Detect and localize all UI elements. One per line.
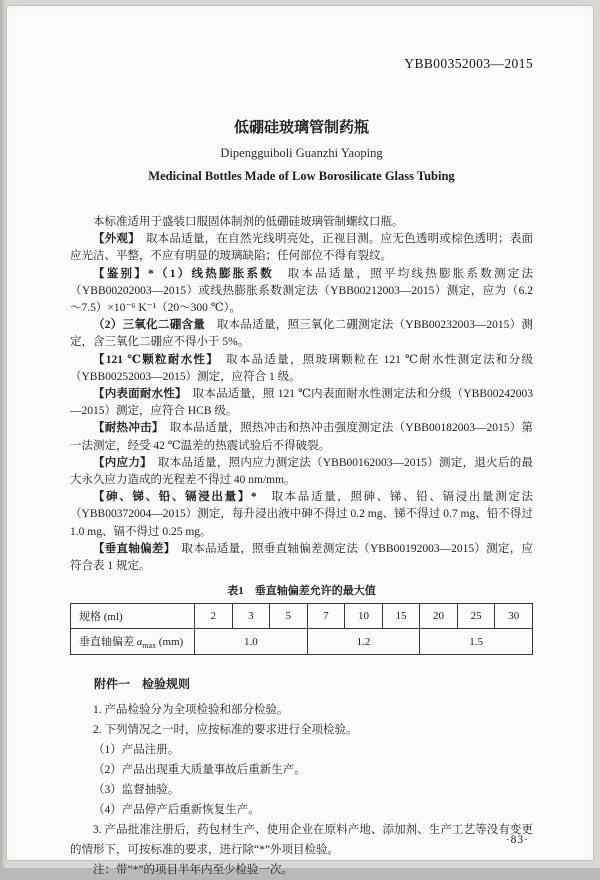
spec-value-cell: 3 — [232, 604, 270, 629]
body-paragraphs — [70, 214, 533, 575]
paragraph-label: 【121 ℃颗粒耐水性】 — [93, 353, 214, 366]
paragraph-label: 【内应力】 — [93, 456, 147, 469]
appendix-item: 注：带“*”的项目半年内至少检验一次。 — [93, 864, 293, 877]
paragraph-text: 取本品适量，照垂直轴偏差测定法（YBB00192003—2015）测定，应符合表 1 规定。 — [70, 542, 533, 573]
title-pinyin: Dipengguiboli Guanzhi Yaoping — [220, 146, 383, 160]
paragraph-label: 【鉴别】*（1）线热膨胀系数 — [93, 267, 274, 280]
deviation-subscript: max — [142, 641, 157, 651]
paragraph-text: 取本品适量，照热冲击和热冲击强度测定法（YBB00182003—2015）第一法测定，经受 42 ℃温差的热震试验后不得破裂。 — [70, 422, 533, 452]
appendix-item: 3. 产品批准注册后，药包材生产、使用企业在原料产地、添加剂、生产工艺等没有变更的情形下，可按标准的要求，进行除“*”外项目检验。 — [70, 824, 533, 857]
deviation-label-cell — [71, 629, 195, 655]
paragraph-text: 取本品适量，照平均线热膨胀系数测定法（YBB00202003—2015）或线热膨胀系数测定法（YBB00212003—2015）测定，应为（6.2～7.5）×10⁻⁶ K⁻¹（20～300 ℃）。 — [70, 267, 533, 315]
paragraph-text: 取本品适量，在自然光线明亮处，正视目测。应无色透明或棕色透明；表面应光洁、平整，不应有明显的玻璃缺陷；任何部位不得有裂纹。 — [70, 233, 534, 263]
spec-value-cell: 15 — [382, 604, 420, 629]
appendix-heading: 附件一 检验规则 — [94, 677, 191, 692]
table-header-row — [71, 604, 533, 629]
deviation-unit: (mm) — [156, 636, 184, 649]
table-value-row — [71, 629, 533, 655]
appendix-items — [70, 700, 533, 880]
paragraph — [70, 420, 533, 454]
appendix-item: （3）监督抽验。 — [93, 784, 180, 797]
paragraph-text: 取本品适量，照 121 ℃内表面耐水性测定法和分级（YBB00242003—2015）测定，应符合 HCB 级。 — [70, 388, 533, 418]
document-page — [6, 5, 594, 877]
paragraph — [70, 266, 533, 318]
paragraph-label: （2）三氧化二硼含量 — [93, 319, 206, 332]
deviation-variable: a — [136, 636, 143, 649]
appendix-item: （4）产品停产后重新恢复生产。 — [93, 804, 260, 817]
spec-label-cell: 规格 (ml) — [71, 604, 195, 629]
appendix-item: （1）产品注册。 — [93, 744, 180, 757]
title-chinese: 低硼硅玻璃管制药瓶 — [233, 120, 369, 136]
spec-value-cell: 20 — [420, 604, 458, 629]
deviation-table — [70, 603, 533, 655]
table-caption: 表1 垂直轴偏差允许的最大值 — [227, 585, 376, 598]
page-number: ·83· — [505, 834, 529, 846]
paragraph-label: 【垂直轴偏差】 — [93, 542, 170, 555]
paragraph-label: 【内表面耐水性】 — [93, 388, 181, 401]
deviation-value-cell: 1.0 — [195, 629, 308, 655]
appendix-item: 2. 下列情况之一时，应按标准的要求进行全项检验。 — [93, 724, 358, 737]
paragraph — [70, 541, 533, 575]
paragraph-text: 取本品适量，照内应力测定法（YBB00162003—2015）测定，退火后的最大永久应力造成的光程差不得过 40 nm/mm。 — [70, 456, 533, 487]
paragraph — [70, 352, 533, 386]
paragraph-text: 取本品适量，照砷、锑、铅、镉浸出量测定法（YBB00372004—2015）测定，每升浸出液中砷不得过 0.2 mg、锑不得过 0.7 mg、铅不得过 1.0 mg、镉不得过 0.25 mg。 — [70, 491, 534, 538]
paragraph — [70, 231, 533, 265]
spec-value-cell: 25 — [457, 604, 495, 629]
spec-value-cell: 2 — [195, 604, 233, 629]
spec-value-cell: 10 — [345, 604, 383, 629]
spec-value-cell: 30 — [495, 604, 533, 629]
title-english: Medicinal Bottles Made of Low Borosilicate Glass Tubing — [148, 169, 455, 183]
paragraph — [70, 489, 533, 541]
paragraph-text: 取本品适量，照玻璃颗粒在 121 ℃耐水性测定法和分级（YBB00252003—2015）测定，应符合 1 级。 — [70, 353, 533, 383]
appendix-item: （2）产品出现重大质量事故后重新生产。 — [93, 764, 306, 777]
paragraph — [70, 214, 533, 231]
paragraph-label: 【砷、锑、铅、镉浸出量】* — [93, 491, 257, 504]
paragraph — [70, 317, 533, 351]
deviation-value-cell: 1.2 — [307, 629, 420, 655]
deviation-label-text: 垂直轴偏差 — [79, 636, 137, 649]
deviation-value-cell: 1.5 — [420, 629, 533, 655]
paragraph — [70, 455, 533, 489]
paragraph-text: 本标准适用于盛装口服固体制剂的低硼硅玻璃管制螺纹口瓶。 — [93, 216, 404, 228]
spec-value-cell: 5 — [270, 604, 308, 629]
spec-value-cell: 7 — [307, 604, 345, 629]
appendix-item: 1. 产品检验分为全项检验和部分检验。 — [93, 704, 289, 717]
paragraph — [70, 386, 533, 420]
paragraph-label: 【外观】 — [93, 233, 135, 246]
standard-code: YBB00352003—2015 — [404, 56, 533, 71]
paragraph-text: 取本品适量，照三氧化二硼测定法（YBB00232003—2015）测定，含三氧化二硼应不得小于 5%。 — [70, 319, 533, 349]
paragraph-label: 【耐热冲击】 — [93, 422, 158, 435]
